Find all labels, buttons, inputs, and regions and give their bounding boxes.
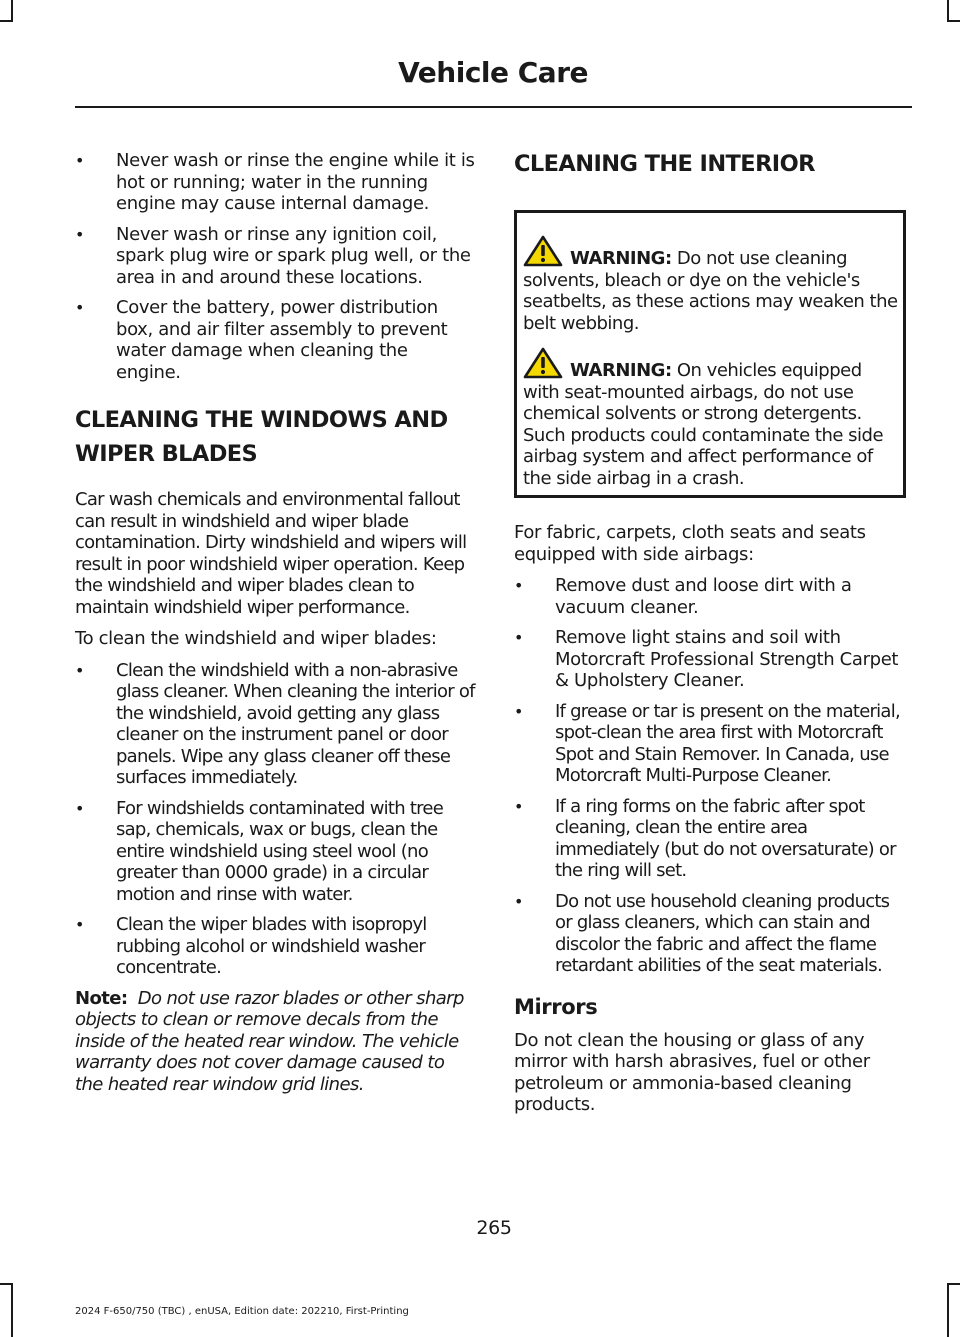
engine-cleaning-list	[75, 150, 475, 383]
warning-triangle-icon	[523, 347, 563, 379]
list-item: • Remove dust and loose dirt with a vacuum cleaner.	[514, 575, 906, 618]
list-item: • If a ring forms on the fabric after spot cleaning, clean the entire area immediately (but do not oversaturate) or the ring will set.	[514, 796, 906, 882]
warning-label: WARNING:	[570, 360, 672, 381]
mirrors-text: Do not clean the housing or glass of any mirror with harsh abrasives, fuel or other petroleum or ammonia-based cleaning products.	[514, 1029, 870, 1115]
warning-text: On vehicles equipped with seat-mounted airbags, do not use chemical solvents or strong detergents. Such products could contaminate the side airbag system and affect performance of the side airbag in a crash.	[523, 360, 884, 489]
section-title: Vehicle Care	[398, 56, 588, 89]
warning-triangle-icon	[523, 235, 563, 267]
crop-mark-top-left-h	[0, 20, 13, 22]
warning-1	[523, 235, 899, 334]
list-item: • Remove light stains and soil with Motorcraft Professional Strength Carpet & Upholstery Cleaner.	[514, 627, 906, 692]
warning-text: Do not use cleaning solvents, bleach or dye on the vehicle's seatbelts, as these actions may weaken the belt webbing.	[523, 248, 898, 334]
warning-label: WARNING:	[570, 248, 672, 269]
left-column	[75, 150, 475, 1095]
crop-mark-bottom-right-h	[947, 1283, 960, 1285]
crop-mark-bottom-left-v	[11, 1283, 13, 1337]
right-column	[514, 150, 906, 1116]
list-item: • Never wash or rinse any ignition coil, spark plug wire or spark plug well, or the area in and around these locations.	[75, 224, 475, 289]
list-item: • Clean the wiper blades with isopropyl rubbing alcohol or windshield washer concentrate.	[75, 914, 475, 979]
crop-mark-top-left-v	[11, 0, 13, 20]
windows-lead: To clean the windshield and wiper blades:	[75, 628, 437, 649]
mirrors-heading: Mirrors	[514, 994, 598, 1019]
crop-mark-top-right-h	[947, 20, 960, 22]
note-label: Note:	[75, 987, 128, 1009]
crop-mark-top-right-v	[947, 0, 949, 20]
list-item: • Clean the windshield with a non-abrasive glass cleaner. When cleaning the interior of the windshield, avoid getting any glass cleaner on the instrument panel or door panels. Wipe any glass cleaner off these surfaces immediately.	[75, 660, 475, 789]
interior-heading: CLEANING THE INTERIOR	[514, 151, 815, 177]
windows-intro: Car wash chemicals and environmental fallout can result in windshield and wiper blade contamination. Dirty windshield and wipers will result in poor windshield wiper operation. Keep the windshield and wiper blades clean to maintain windshield wiper performance.	[75, 489, 467, 618]
warning-box	[514, 210, 906, 498]
list-item: • For windshields contaminated with tree sap, chemicals, wax or bugs, clean the entire windshield using steel wool (no greater than 0000 grade) in a circular motion and rinse with water.	[75, 798, 475, 906]
list-item: • Never wash or rinse the engine while it is hot or running; water in the running engine may cause internal damage.	[75, 150, 475, 215]
list-item: • Do not use household cleaning products or glass cleaners, which can stain and discolor the fabric and affect the flame retardant abilities of the seat materials.	[514, 891, 906, 977]
crop-mark-bottom-right-v	[947, 1283, 949, 1337]
list-item: • Cover the battery, power distribution box, and air filter assembly to prevent water damage when cleaning the engine.	[75, 297, 475, 383]
edition-footer: 2024 F-650/750 (TBC) , enUSA, Edition date: 202210, First-Printing	[75, 1306, 409, 1317]
crop-mark-bottom-left-h	[0, 1283, 13, 1285]
windows-heading	[75, 403, 475, 471]
note	[75, 988, 475, 1096]
windows-heading-line2: WIPER BLADES	[75, 441, 258, 467]
windows-heading-line1: CLEANING THE WINDOWS AND	[75, 407, 448, 433]
fabric-lead: For fabric, carpets, cloth seats and seats equipped with side airbags:	[514, 522, 866, 565]
page-number: 265	[476, 1217, 512, 1239]
windows-cleaning-list	[75, 660, 475, 979]
list-item: • If grease or tar is present on the material, spot-clean the area first with Motorcraft Spot and Stain Remover. In Canada, use Motorcraft Multi-Purpose Cleaner.	[514, 701, 906, 787]
warning-2	[523, 347, 899, 489]
header-rule	[75, 106, 912, 108]
fabric-cleaning-list	[514, 575, 906, 977]
note-text: Do not use razor blades or other sharp objects to clean or remove decals from the inside of the heated rear window. The vehicle warranty does not cover damage caused to the heated rear window grid lines.	[75, 987, 464, 1095]
